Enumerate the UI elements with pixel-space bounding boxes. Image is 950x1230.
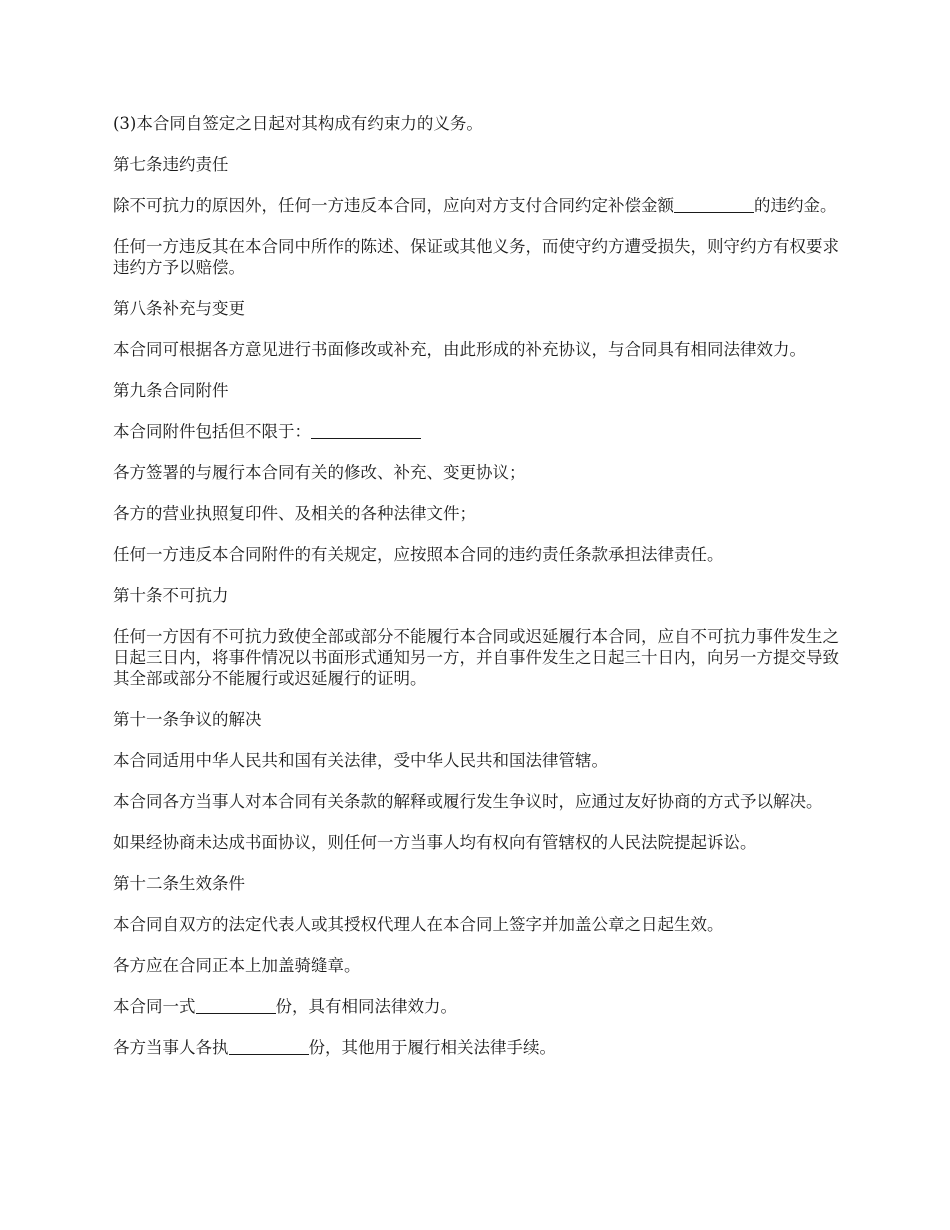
paragraph: 各方应在合同正本上加盖骑缝章。 — [113, 956, 361, 975]
paragraph-text: 的违约金。 — [754, 196, 837, 215]
paragraph-text: 份，具有相同法律效力。 — [275, 997, 457, 1016]
paragraph: 任何一方违反本合同附件的有关规定，应按照本合同的违约责任条款承担法律责任。 — [113, 545, 724, 564]
paragraph — [113, 195, 841, 216]
paragraph: 各方的营业执照复印件、及相关的各种法律文件； — [113, 504, 476, 523]
section-heading: 第七条违约责任 — [113, 155, 229, 174]
paragraph-text: 份，其他用于履行相关法律手续。 — [308, 1038, 556, 1057]
paragraph — [113, 1037, 841, 1058]
paragraph: 本合同各方当事人对本合同有关条款的解释或履行发生争议时，应通过友好协商的方式予以解决。 — [113, 792, 823, 811]
paragraph: 任何一方因有不可抗力致使全部或部分不能履行本合同或迟延履行本合同，应自不可抗力事件发生之日起三日内，将事件情况以书面形式通知另一方，并自事件发生之日起三十日内，向另一方提交导致其全部或部分不能履行或迟延履行的证明。 — [113, 627, 839, 688]
fill-in-blank[interactable] — [674, 196, 754, 213]
fill-in-blank[interactable] — [196, 997, 276, 1014]
section-heading: 第八条补充与变更 — [113, 299, 245, 318]
paragraph — [113, 421, 841, 442]
section-heading: 第九条合同附件 — [113, 381, 229, 400]
paragraph-text: 本合同一式 — [113, 997, 196, 1016]
paragraph: 如果经协商未达成书面协议，则任何一方当事人均有权向有管辖权的人民法院提起诉讼。 — [113, 833, 757, 852]
section-heading: 第十一条争议的解决 — [113, 710, 262, 729]
paragraph-text: 本合同附件包括但不限于： — [113, 422, 311, 441]
fill-in-blank[interactable] — [311, 422, 421, 439]
paragraph-text: 各方当事人各执 — [113, 1038, 229, 1057]
section-heading: 第十条不可抗力 — [113, 586, 229, 605]
paragraph: 本合同可根据各方意见进行书面修改或补充，由此形成的补充协议，与合同具有相同法律效力。 — [113, 340, 806, 359]
paragraph — [113, 996, 841, 1017]
paragraph: 各方签署的与履行本合同有关的修改、补充、变更协议； — [113, 463, 526, 482]
fill-in-blank[interactable] — [229, 1038, 309, 1055]
paragraph-text: 除不可抗力的原因外，任何一方违反本合同，应向对方支付合同约定补偿金额 — [113, 196, 674, 215]
document-body — [113, 113, 841, 1078]
section-heading: 第十二条生效条件 — [113, 874, 245, 893]
paragraph: (3)本合同自签定之日起对其构成有约束力的义务。 — [113, 114, 483, 133]
paragraph: 本合同自双方的法定代表人或其授权代理人在本合同上签字并加盖公章之日起生效。 — [113, 915, 724, 934]
paragraph: 本合同适用中华人民共和国有关法律，受中华人民共和国法律管辖。 — [113, 751, 608, 770]
paragraph: 任何一方违反其在本合同中所作的陈述、保证或其他义务，而使守约方遭受损失，则守约方有权要求违约方予以赔偿。 — [113, 237, 839, 277]
